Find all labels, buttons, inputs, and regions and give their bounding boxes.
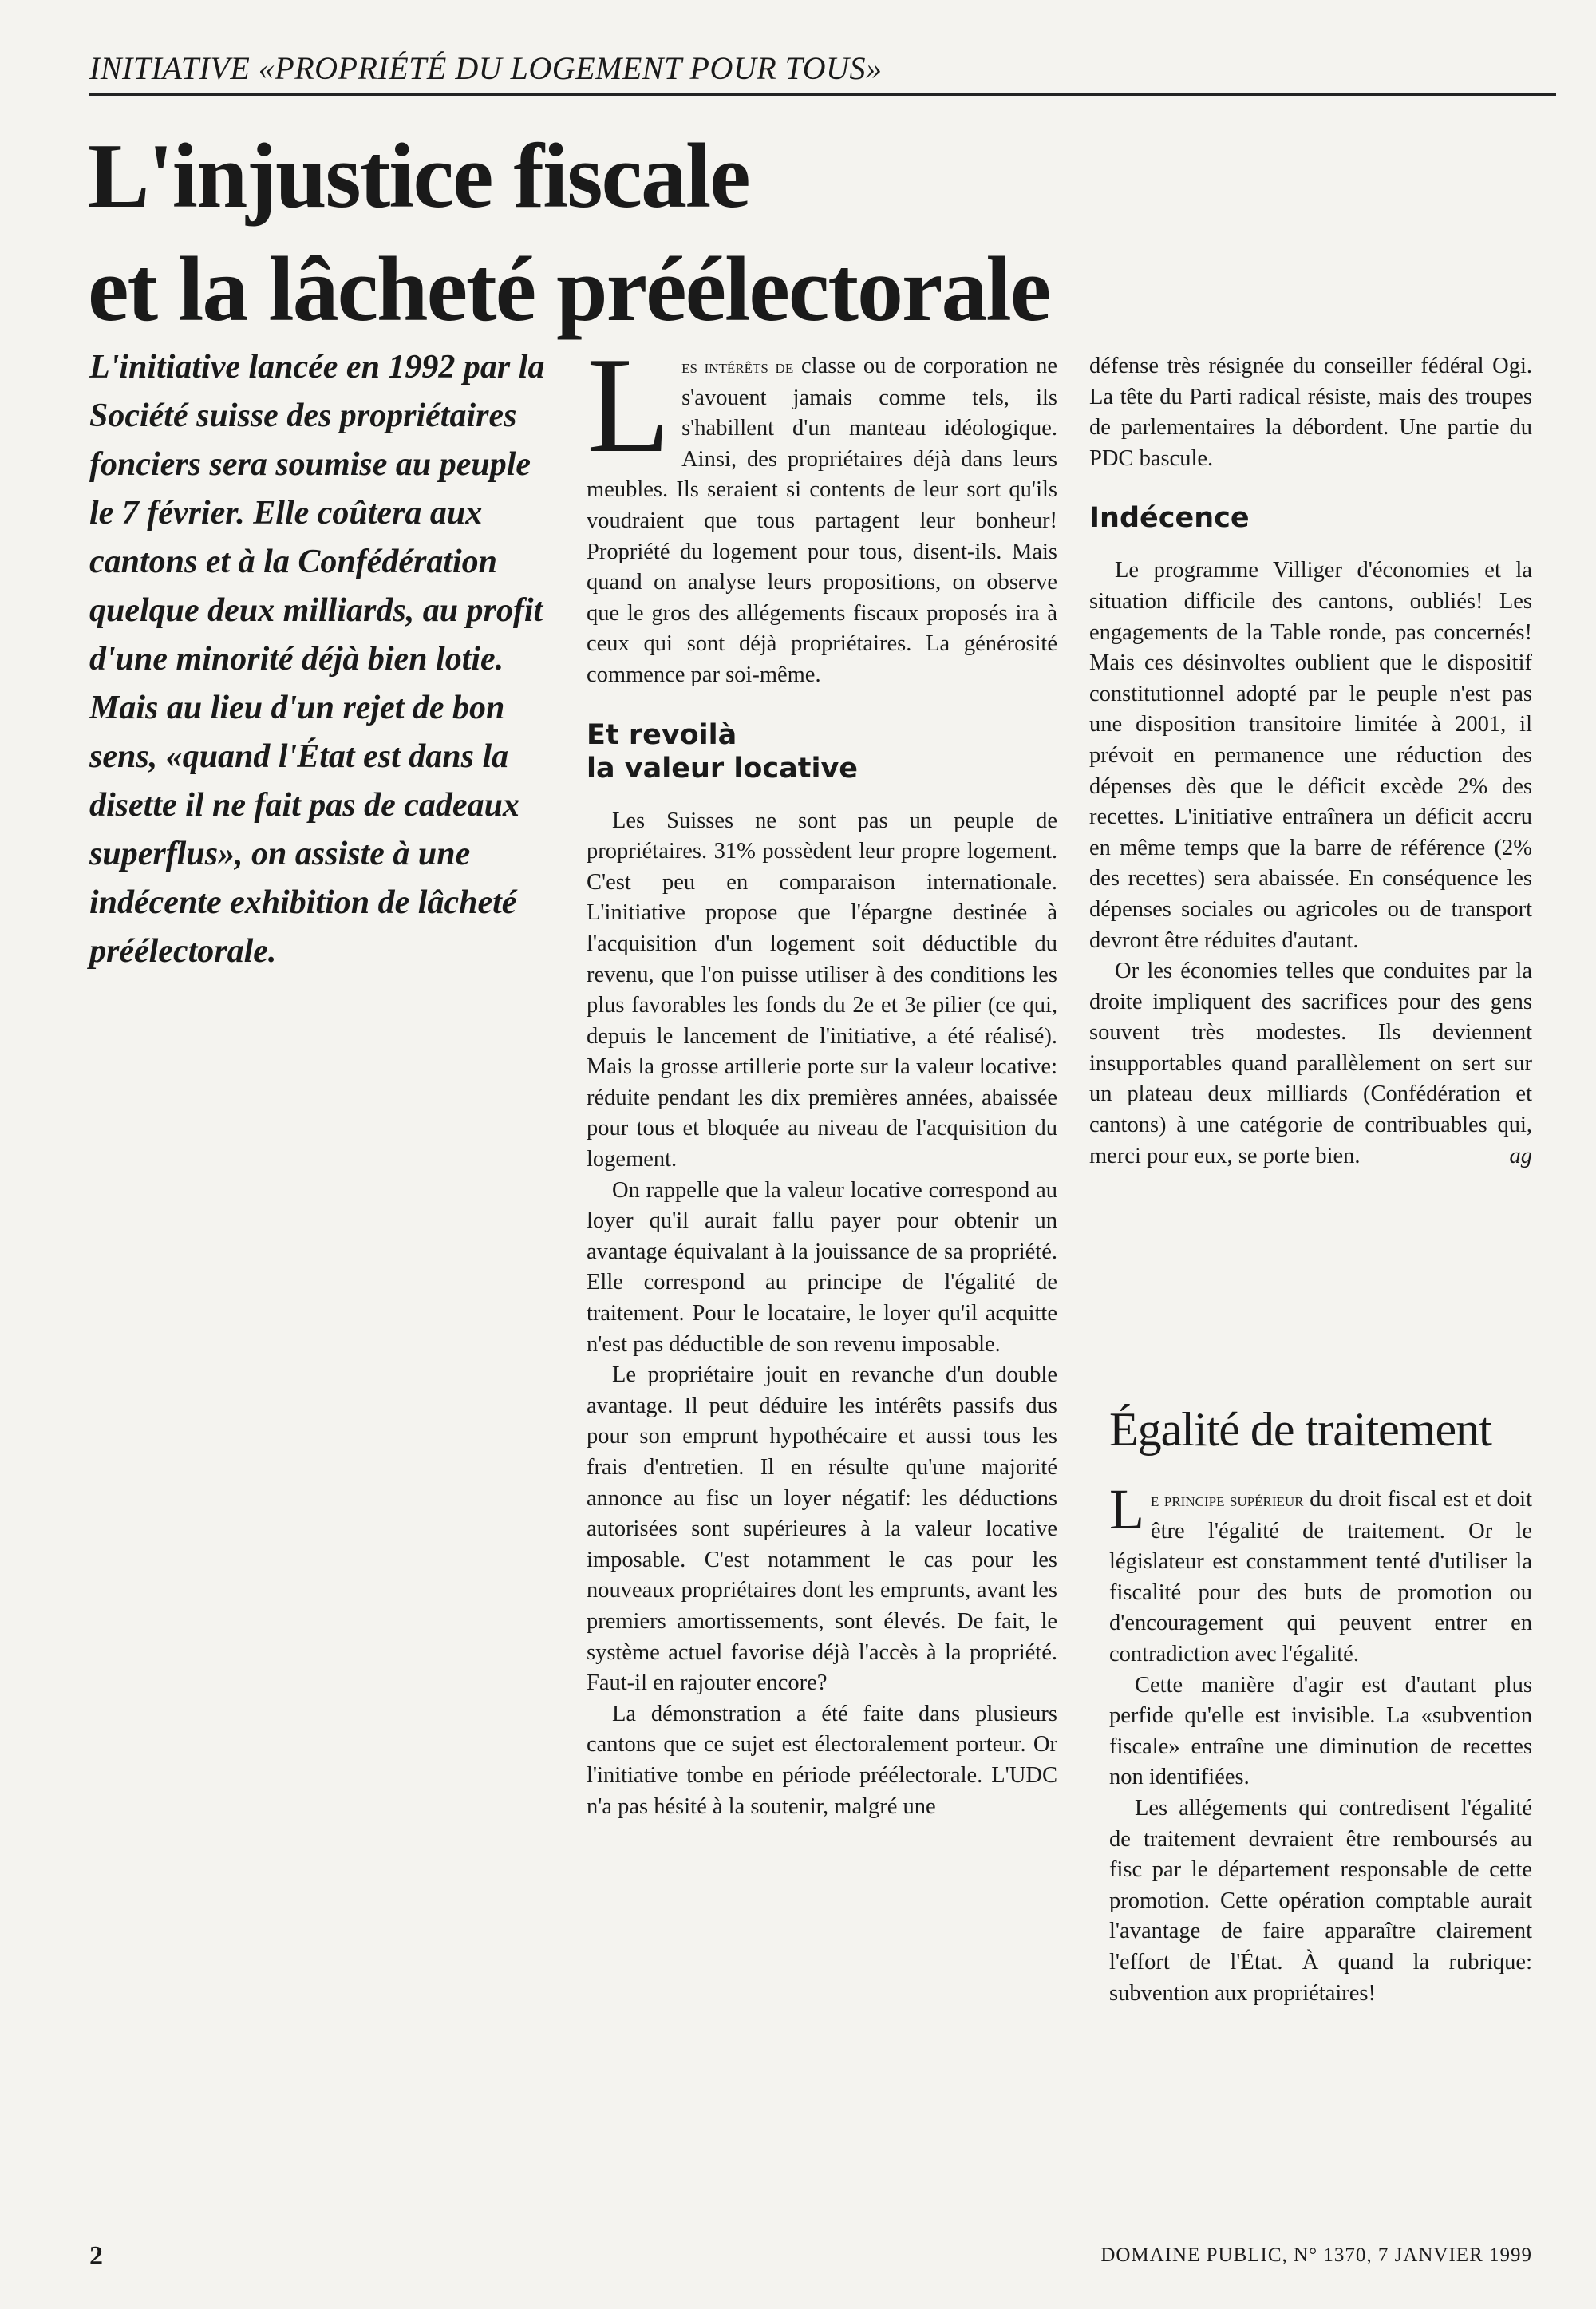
article-paragraph-2: Les Suisses ne sont pas un peuple de propriétaires. 31% possèdent leur propre logement. C'est peu en comparaison internationale. L'initiative propose que l'épargne destinée à l'acquisition d'un logement soit déductible du revenu, que l'on puisse utiliser à des conditions les plus favorables les fonds du 2e et 3e pilier (ce qui, depuis le lancement de l'initiative, a été réalisé). Mais la grosse artillerie porte sur la valeur locative: réduite pendant les dix premières années, abaissée pour tous et bloquée au niveau de l'acquisition du logement. [587, 808, 1057, 1172]
section-kicker: INITIATIVE «PROPRIÉTÉ DU LOGEMENT POUR TOUS» [89, 49, 1556, 96]
page-number: 2 [89, 2241, 103, 2271]
subheading-indecence: Indécence [1089, 502, 1250, 535]
subheading-valeur-locative: Et revoilà la valeur locative [587, 718, 859, 785]
lead-in-small-caps: es intérêts de [681, 357, 794, 378]
author-signature: ag [1509, 1143, 1532, 1168]
article-paragraph-5: La démonstration a été faite dans plusieurs cantons que ce sujet est électoralement porteur. Or l'initiative tombe en période préélectorale. L'UDC n'a pas hésité à la soutenir, malgré une [587, 1701, 1057, 1819]
article-headline [88, 120, 1524, 346]
sidebar-column [1109, 1477, 1532, 2009]
publication-footer: DOMAINE PUBLIC, N° 1370, 7 JANVIER 1999 [1100, 2244, 1532, 2266]
sidebar-paragraph-3: Les allégements qui contredisent l'égalité de traitement devraient être remboursés au fisc par le département responsable de cette promotion. Cette opération comptable aurait l'avantage de faire apparaître clairement l'effort de l'État. À quand la rubrique: subvention aux propriétaires! [1109, 1795, 1532, 2006]
article-paragraph-4: Le propriétaire jouit en revanche d'un double avantage. Il peut déduire les intérêts passifs dus pour son emprunt hypothécaire et aussi tous les frais d'entretien. Il en résulte qu'une majorité annonce au fisc un loyer négatif: les déductions autorisées sont supérieures à la valeur locative imposable. C'est notamment le cas pour les nouveaux propriétaires dont les emprunts, avant les premiers amortissements, sont élevés. De fait, le système actuel favorise déjà l'accès à la propriété. Faut-il en rajouter encore? [587, 1362, 1057, 1696]
sidebar-title: Égalité de traitement [1109, 1403, 1491, 1456]
article-column-1 [587, 330, 1057, 1822]
article-paragraph-7: Or les économies telles que conduites par la droite impliquent des sacrifices pour des gens souvent très modestes. Ils deviennent insupportables quand parallèlement on sert sur un plateau deux milliards (Confédération et cantons) à une catégorie de contribuables qui, merci pour eux, se porte bien. ag [1089, 956, 1532, 1172]
headline-line-2: et la lâcheté préélectorale [88, 239, 1050, 341]
drop-cap: L [587, 330, 671, 481]
article-paragraph-1: Les intérêts de classe ou de corporation ne s'avouent jamais comme tels, ils s'habillent d'un manteau idéologique. Ainsi, des propriétaires déjà dans leurs meubles. Ils seraient si contents de leur sort qu'ils voudraient que tous partagent leur bonheur! Propriété du logement pour tous, disent-ils. Mais quand on analyse leurs propositions, on observe que le gros des allégements fiscaux proposés ira à ceux qui sont déjà propriétaires. La générosité commence par soi-même. [587, 330, 1057, 687]
sidebar-paragraph-1: Le principe supérieur du droit fiscal est et doit être l'égalité de traitement. Or le législateur est constamment tenté d'utiliser la fiscalité pour des buts de promotion ou d'encouragement qui peuvent entrer en contradiction avec l'égalité. [1109, 1477, 1532, 1667]
sidebar-paragraph-2: Cette manière d'agir est d'autant plus perfide qu'elle est invisible. La «subvention fiscale» entraîne une diminution de recettes non identifiées. [1109, 1672, 1532, 1790]
article-lead: L'initiative lancée en 1992 par la Société suisse des propriétaires fonciers sera soumise au peuple le 7 février. Elle coûtera aux cantons et à la Confédération quelque deux milliards, au profit d'une minorité déjà bien lotie. Mais au lieu d'un rejet de bon sens, «quand l'État est dans la disette il ne fait pas de cadeaux superflus», on assiste à une indécente exhibition de lâcheté préélectorale. [89, 349, 545, 970]
article-column-2 [1089, 351, 1532, 1172]
sidebar-drop-cap: L [1109, 1477, 1144, 1541]
article-paragraph-6: Le programme Villiger d'économies et la situation difficile des cantons, oubliés! Les engagements de la Table ronde, pas concernés! Mais ces désinvoltes oublient que le dispositif constitutionnel adopté par le peuple n'est pas une disposition transitoire limitée à 2001, il prévoit en permanence une réduction des dépenses dès que le déficit excède 2% des recettes. L'initiative entraînera un déficit accru en même temps que la barre de référence (2% des recettes) sera abaissée. En conséquence les dépenses sociales ou agricoles ou de transport devront être réduites d'autant. [1089, 558, 1532, 953]
headline-line-1: L'injustice fiscale [88, 125, 749, 227]
sidebar-lead-in-small-caps: e principe supérieur [1150, 1490, 1304, 1511]
article-paragraph-3: On rappelle que la valeur locative correspond au loyer qu'il aurait fallu payer pour obtenir un avantage équivalant à la jouissance de sa propriété. Elle correspond au principe de l'égalité de traitement. Pour le locataire, le loyer qu'il acquitte n'est pas déductible de son revenu imposable. [587, 1177, 1057, 1357]
article-paragraph-5-continued: défense très résignée du conseiller fédéral Ogi. La tête du Parti radical résiste, mais des troupes de parlementaires la débordent. Une partie du PDC bascule. [1089, 354, 1532, 471]
